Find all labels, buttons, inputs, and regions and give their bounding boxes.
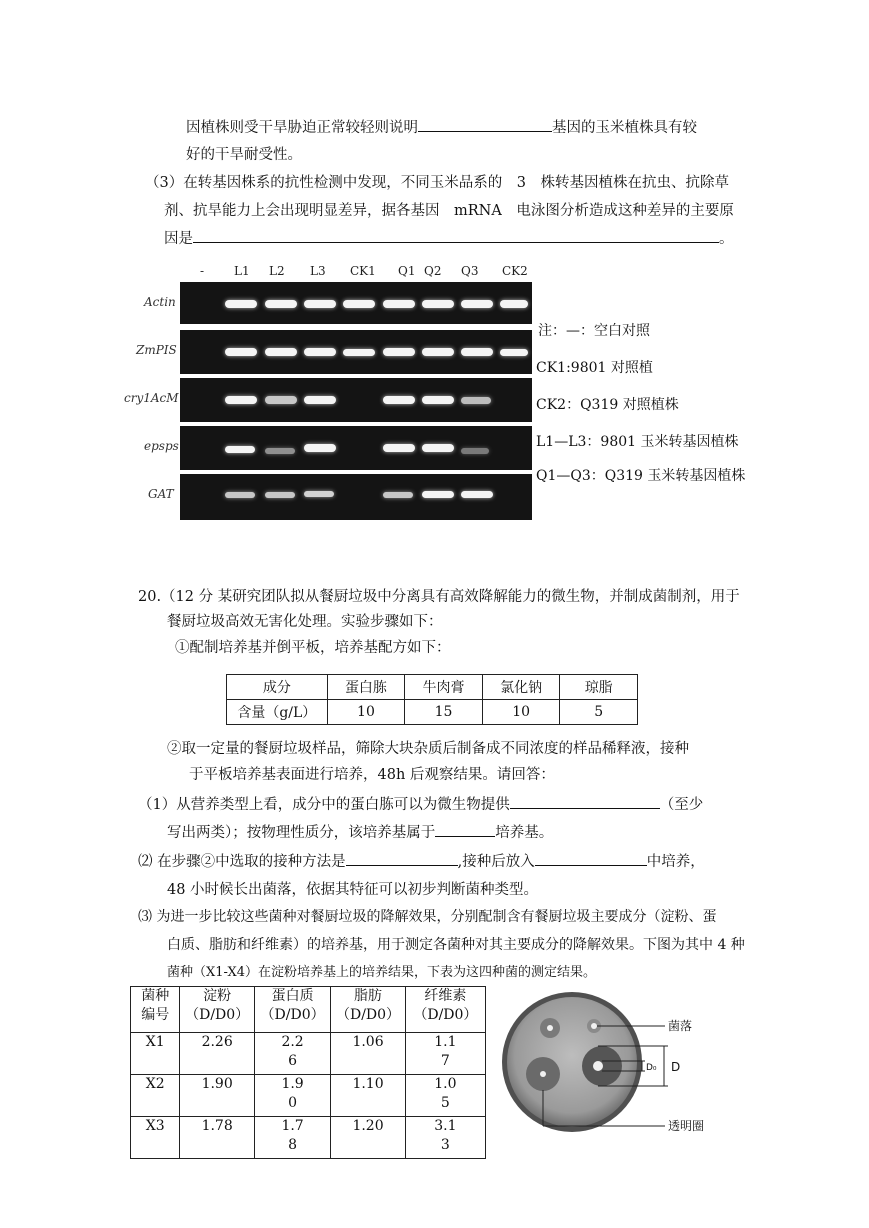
- note-l1-l3: L1—L3：9801 玉米转基因植株: [536, 434, 739, 450]
- media-formula-table: [226, 674, 638, 725]
- table-header-cell: 菌种 编号: [131, 987, 180, 1033]
- q19-sub3-line1: （3）在转基因株系的抗性检测中发现，不同玉米品系的 3 株转基因植株在抗虫、抗除草: [145, 175, 729, 191]
- lane-label-q2: Q2: [424, 264, 442, 278]
- note-ck2: CK2：Q319 对照植株: [536, 397, 679, 413]
- lane-label-q3: Q3: [461, 264, 479, 278]
- table-cell: 1.90: [180, 1075, 254, 1117]
- table-header-cell: 纤维素 （D/D0）: [405, 987, 485, 1033]
- gene-label-epsps: epsps: [144, 439, 179, 453]
- colony-label: 菌落: [668, 1019, 693, 1033]
- gel-panel-epsps: [180, 426, 532, 470]
- electrophoresis-gel: [180, 258, 532, 520]
- table-cell: 10: [482, 700, 560, 725]
- table-cell: 10: [327, 700, 405, 725]
- table-header-cell: 琼脂: [560, 675, 638, 700]
- halo-label: 透明圈: [668, 1119, 705, 1133]
- lane-label-ck1: CK1: [350, 264, 376, 278]
- gene-label-zmpis: ZmPIS: [136, 343, 177, 357]
- q20-step2-line1: ②取一定量的餐厨垃圾样品，筛除大块杂质后制备成不同浓度的样品稀释液，接种: [167, 741, 689, 757]
- colony: [591, 1023, 597, 1029]
- lane-label-l1: L1: [234, 264, 250, 278]
- answer-blank-nutrients[interactable]: [510, 793, 660, 809]
- petri-dish-figure: [500, 990, 750, 1140]
- gel-panel-actin: [180, 282, 532, 324]
- q20-sub2-line2: 48 小时候长出菌落，依据其特征可以初步判断菌种类型。: [167, 882, 539, 898]
- table-cell: 5: [560, 700, 638, 725]
- table-cell: 1.0 5: [405, 1075, 485, 1117]
- colony: [547, 1025, 553, 1031]
- table-cell: 1.20: [331, 1117, 405, 1159]
- lane-label-l2: L2: [269, 264, 285, 278]
- lane-label-l3: L3: [310, 264, 326, 278]
- table-cell: 1.1 7: [405, 1033, 485, 1075]
- q20-sub1-line2: 写出两类）；按物理性质分，该培养基属于 培养基。: [167, 821, 553, 842]
- answer-blank-incubator[interactable]: [535, 850, 647, 866]
- note-blank-control: 注：—：空白对照: [538, 323, 650, 339]
- q20-sub3-line2: 白质、脂肪和纤维素）的培养基，用于测定各菌种对其主要成分的降解效果。下图为其中 4 种: [167, 937, 745, 953]
- table-cell: 1.06: [331, 1033, 405, 1075]
- gene-label-gat: GAT: [148, 487, 174, 501]
- table-cell: X2: [131, 1075, 180, 1117]
- table-header-cell: 牛肉膏: [405, 675, 483, 700]
- d-label: D: [671, 1060, 681, 1074]
- table-header-cell: 蛋白质 （D/D0）: [254, 987, 330, 1033]
- table-row: [131, 1075, 486, 1117]
- q20-step1: ①配制培养基并倒平板，培养基配方如下：: [175, 640, 451, 656]
- gene-label-actin: Actin: [144, 295, 176, 309]
- d0-label: D₀: [646, 1063, 657, 1073]
- table-row: [131, 1117, 486, 1159]
- table-row: [131, 1033, 486, 1075]
- table-cell: X1: [131, 1033, 180, 1075]
- strain-result-table: [130, 986, 486, 1159]
- q20-line1: 20.（12 分 某研究团队拟从餐厨垃圾中分离具有高效降解能力的微生物，并制成菌制剂，用于: [138, 589, 740, 605]
- answer-blank-gene[interactable]: [418, 116, 552, 132]
- table-cell: 含量（g/L）: [227, 700, 328, 725]
- q19-sub3-line2: 剂、抗旱能力上会出现明显差异，据各基因 mRNA 电泳图分析造成这种差异的主要原: [164, 203, 734, 219]
- q19-line1: 因植株则受干旱胁迫正常较轻则说明 基因的玉米植株具有较: [186, 116, 697, 137]
- table-cell: 15: [405, 700, 483, 725]
- table-cell: X3: [131, 1117, 180, 1159]
- table-cell: 1.9 0: [254, 1075, 330, 1117]
- table-cell: 2.26: [180, 1033, 254, 1075]
- lane-label-blank: -: [200, 264, 205, 278]
- table-header-cell: 淀粉 （D/D0）: [180, 987, 254, 1033]
- gel-panel-cry1acm: [180, 378, 532, 422]
- lane-label-q1: Q1: [398, 264, 416, 278]
- answer-blank-medium-type[interactable]: [435, 821, 495, 837]
- table-header-cell: 氯化钠: [482, 675, 560, 700]
- gene-label-cry1acm: cry1AcM: [124, 391, 179, 405]
- answer-blank-inoculation[interactable]: [346, 850, 458, 866]
- table-cell: 1.78: [180, 1117, 254, 1159]
- table-header-cell: 成分: [227, 675, 328, 700]
- q20-sub1-line1: （1）从营养类型上看，成分中的蛋白胨可以为微生物提供 （至少: [138, 793, 703, 814]
- answer-blank-reason[interactable]: [193, 227, 719, 243]
- table-cell: 3.1 3: [405, 1117, 485, 1159]
- q20-sub3-line3: 菌种（X1-X4）在淀粉培养基上的培养结果，下表为这四种菌的测定结果。: [167, 965, 596, 980]
- q19-sub3-line3: 因是 。: [164, 227, 734, 248]
- q20-step2-line2: 于平板培养基表面进行培养，48h 后观察结果。请回答：: [189, 767, 555, 783]
- q20-line2: 餐厨垃圾高效无害化处理。实验步骤如下：: [167, 614, 443, 630]
- lane-label-ck2: CK2: [502, 264, 528, 278]
- note-ck1: CK1:9801 对照植: [536, 360, 653, 376]
- q20-sub2-line1: ⑵ 在步骤②中选取的接种方法是 ,接种后放入 中培养，: [138, 850, 705, 871]
- gel-panel-zmpis: [180, 330, 532, 374]
- colony: [593, 1061, 603, 1071]
- q19-line2: 好的干旱耐受性。: [186, 147, 302, 163]
- note-q1-q3: Q1—Q3：Q319 玉米转基因植株: [536, 468, 746, 484]
- gel-panel-gat: [180, 474, 532, 520]
- table-header-cell: 脂肪 （D/D0）: [331, 987, 405, 1033]
- table-cell: 2.2 6: [254, 1033, 330, 1075]
- table-cell: 1.10: [331, 1075, 405, 1117]
- table-header-cell: 蛋白胨: [327, 675, 405, 700]
- table-cell: 1.7 8: [254, 1117, 330, 1159]
- q20-sub3-line1: ⑶ 为进一步比较这些菌种对餐厨垃圾的降解效果，分别配制含有餐厨垃圾主要成分（淀粉、蛋: [138, 909, 717, 925]
- colony: [540, 1071, 546, 1077]
